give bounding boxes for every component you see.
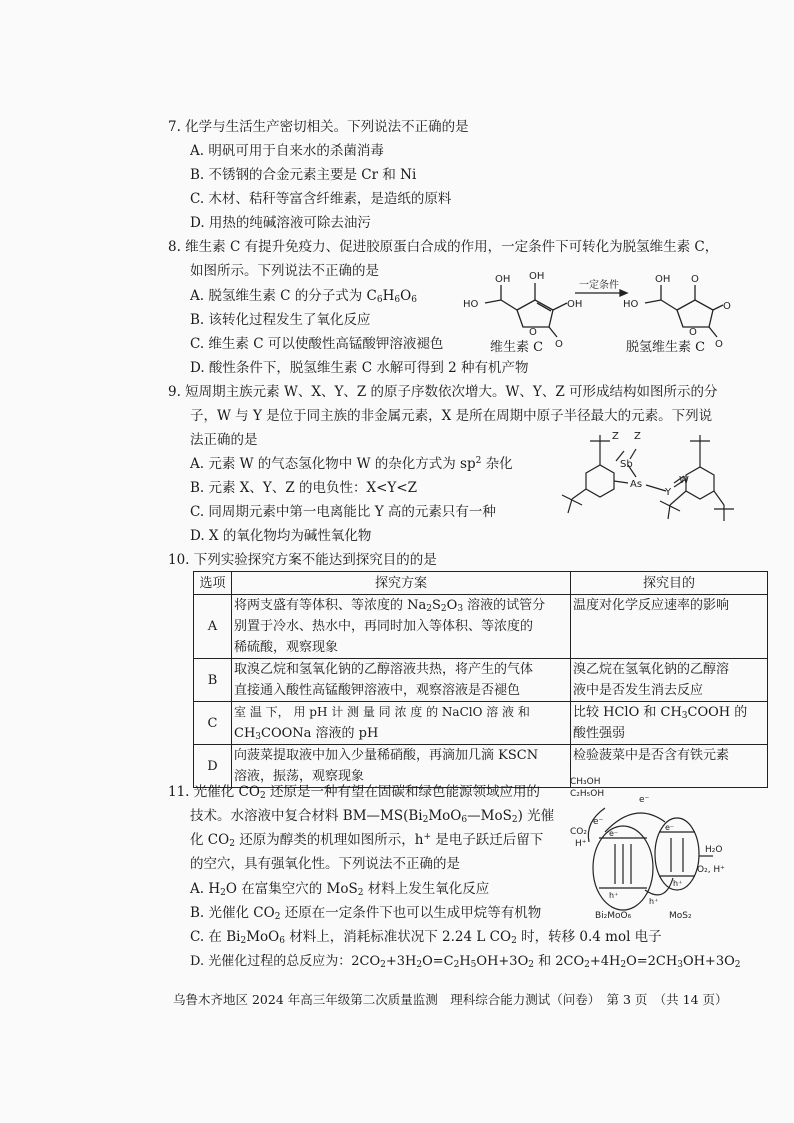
- q9-stem-line1: 9. 短周期主族元素 W、X、Y、Z 的原子序数依次增大。W、Y、Z 可形成结构如图所示的分: [168, 384, 718, 400]
- q11-stem-line3: 化 $CO_2$ 还原为醇类的机理如图所示，h+ 是电子跃迁后留下: [190, 832, 544, 849]
- table-row: [194, 595, 768, 659]
- row-goal: 温度对化学反应速率的影响: [571, 595, 768, 659]
- q7-stem: 7. 化学与生活生产密切相关。下列说法不正确的是: [168, 119, 469, 135]
- q9-option-d: D. X 的氧化物均为碱性氧化物: [190, 528, 372, 544]
- q8-option-d: D. 酸性条件下，脱氢维生素 C 水解可得到 2 种有机产物: [190, 360, 529, 376]
- o2-h-label: O₂, H⁺: [697, 865, 725, 875]
- q11-option-a: A. $H_2O$ 在富集空穴的 MoS$_2$ 材料上发生氧化反应: [190, 881, 490, 898]
- co2-label: CO₂: [570, 827, 587, 837]
- vc-oh-3: OH: [567, 299, 583, 310]
- hole-label-3: h⁺: [673, 879, 683, 888]
- w-atom: W: [679, 475, 689, 486]
- q9-stem-line3: 法正确的是: [190, 432, 258, 448]
- dhvc-o-2: O: [723, 301, 731, 312]
- vitamin-c-caption: 维生素 C: [490, 340, 544, 355]
- h-plus-label: H⁺: [575, 839, 587, 849]
- h2o-label: H₂O: [705, 845, 723, 855]
- q9-option-a: A. 元素 W 的气态氢化物中 W 的杂化方式为 $sp^2$ 杂化: [190, 456, 513, 472]
- experiment-table: [193, 571, 768, 788]
- q8-option-b: B. 该转化过程发生了氧化反应: [190, 312, 371, 328]
- ch3oh-label: CH₃OH: [570, 777, 601, 787]
- vc-oh-1: OH: [495, 274, 511, 285]
- q8-option-c: C. 维生素 C 可以使酸性高锰酸钾溶液褪色: [190, 336, 444, 352]
- q11-option-c: C. 在 $Bi_2MoO_6$ 材料上，消耗标准状况下 2.24 L $CO_2$ 时，转移 0.4 mol 电子: [190, 929, 662, 946]
- q9-stem-line2: 子，W 与 Y 是位于同主族的非金属元素，X 是所在周期中原子半径最大的元素。下列说: [190, 408, 713, 424]
- row-plan: 向菠菜提取液中加入少量稀硝酸，再滴加几滴 KSCN 溶液，振荡，观察现象: [232, 745, 571, 788]
- table-header-row: [194, 572, 768, 595]
- q7-option-d: D. 用热的纯碱溶液可除去油污: [190, 215, 371, 231]
- dhvc-oh: OH: [655, 274, 671, 285]
- electron-label-1: e⁻: [593, 817, 604, 827]
- row-option: C: [194, 702, 232, 745]
- dhvc-ho: HO: [623, 299, 639, 310]
- row-goal: 检验菠菜中是否含有铁元素: [571, 745, 768, 788]
- q7-option-c: C. 木材、秸秆等富含纤维素，是造纸的原料: [190, 191, 452, 207]
- hole-label-1: h⁺: [609, 891, 619, 900]
- row-goal: 溴乙烷在氢氧化钠的乙醇溶 液中是否发生消去反应: [571, 659, 768, 702]
- q7-option-b: B. 不锈钢的合金元素主要是 Cr 和 Ni: [190, 167, 417, 183]
- q8-option-a: A. 脱氢维生素 C 的分子式为 $C_6H_6O_6$: [190, 288, 417, 305]
- z-atom-1: Z: [612, 431, 619, 442]
- vc-oh-2: OH: [529, 271, 545, 282]
- reaction-condition-label: 一定条件: [579, 280, 619, 291]
- q7-option-a: A. 明矾可用于自来水的杀菌消毒: [190, 143, 384, 159]
- q10-stem: 10. 下列实验探究方案不能达到探究目的的是: [168, 552, 437, 568]
- dhvc-ring-o: O: [689, 327, 697, 338]
- dhvc-o-1: O: [691, 274, 699, 285]
- electron-label-3: e⁻: [609, 829, 619, 838]
- hole-label-2: h⁺: [649, 897, 659, 906]
- electron-label-4: e⁻: [665, 823, 675, 832]
- q8-stem-line1: 8. 维生素 C 有提升免疫力、促进胶原蛋白合成的作用，一定条件下可转化为脱氢维生素 C，: [168, 239, 719, 255]
- table-row: [194, 659, 768, 702]
- electron-label-2: e⁻: [639, 795, 650, 805]
- row-goal: 比较 HClO 和 $CH_3COOH$ 的 酸性强弱: [571, 702, 768, 745]
- q9-option-c: C. 同周期元素中第一电离能比 Y 高的元素只有一种: [190, 504, 496, 520]
- row-option: A: [194, 595, 232, 659]
- photocatalysis-mechanism-figure: [565, 772, 730, 922]
- row-plan: 取溴乙烷和氢氧化钠的乙醇溶液共热，将产生的气体 直接通入酸性高锰酸钾溶液中，观察溶液是否褪色: [232, 659, 571, 702]
- table-row: [194, 702, 768, 745]
- row-option: D: [194, 745, 232, 788]
- dhvc-carbonyl-o: O: [715, 339, 723, 350]
- mos2-label: MoS₂: [669, 911, 692, 921]
- header-goal: 探究目的: [571, 572, 768, 595]
- vc-ho: HO: [463, 299, 479, 310]
- header-option: 选项: [194, 572, 232, 595]
- vc-ring-o: O: [529, 327, 537, 338]
- c2h5oh-label: C₂H₅OH: [570, 789, 605, 799]
- q11-option-b: B. 光催化 $CO_2$ 还原在一定条件下也可以生成甲烷等有机物: [190, 905, 542, 922]
- row-plan: 室 温 下， 用 pH 计 测 量 同 浓 度 的 NaClO 溶 液 和 $CH_3COONa$ 溶液的 pH: [232, 702, 571, 745]
- q11-option-d: D. 光催化过程的总反应为：$2CO_2+3H_2O=C_2H_5OH+3O_2$ 和 $2CO_2+4H_2O=2CH_3OH+3O_2$: [190, 954, 741, 970]
- molecule-structure-figure: [538, 425, 743, 530]
- q8-stem-line2: 如图所示。下列说法不正确的是: [190, 263, 379, 279]
- row-plan: 将两支盛有等体积、等浓度的 $Na_2S_2O_3$ 溶液的试管分 别置于冷水、热水中，再同时加入等体积、等浓度的 稀硫酸，观察现象: [232, 595, 571, 659]
- as-atom: As: [630, 479, 643, 490]
- q11-stem-line1: 11. 光催化 $CO_2$ 还原是一种有望在固碳和绿色能源领域应用的: [168, 784, 540, 801]
- q11-stem-line2: 技术。水溶液中复合材料 $BM—MS(Bi_2MoO_6—MoS_2)$ 光催: [190, 808, 555, 825]
- dehydro-vitamin-c-caption: 脱氢维生素 C: [626, 340, 706, 355]
- q9-option-b: B. 元素 X、Y、Z 的电负性：X<Y<Z: [190, 480, 418, 496]
- z-atom-2: Z: [634, 431, 641, 442]
- bi2moo6-label: Bi₂MoO₆: [595, 911, 632, 921]
- y-atom: Y: [665, 487, 672, 498]
- sb-atom: Sb: [620, 459, 633, 470]
- row-option: B: [194, 659, 232, 702]
- header-plan: 探究方案: [232, 572, 571, 595]
- page-footer: 乌鲁木齐地区 2024 年高三年级第二次质量监测 理科综合能力测试（问卷） 第 3 页 （共 14 页）: [173, 992, 728, 1007]
- q11-stem-line4: 的空穴，具有强氧化性。下列说法不正确的是: [190, 856, 460, 872]
- vc-carbonyl-o: O: [555, 339, 563, 350]
